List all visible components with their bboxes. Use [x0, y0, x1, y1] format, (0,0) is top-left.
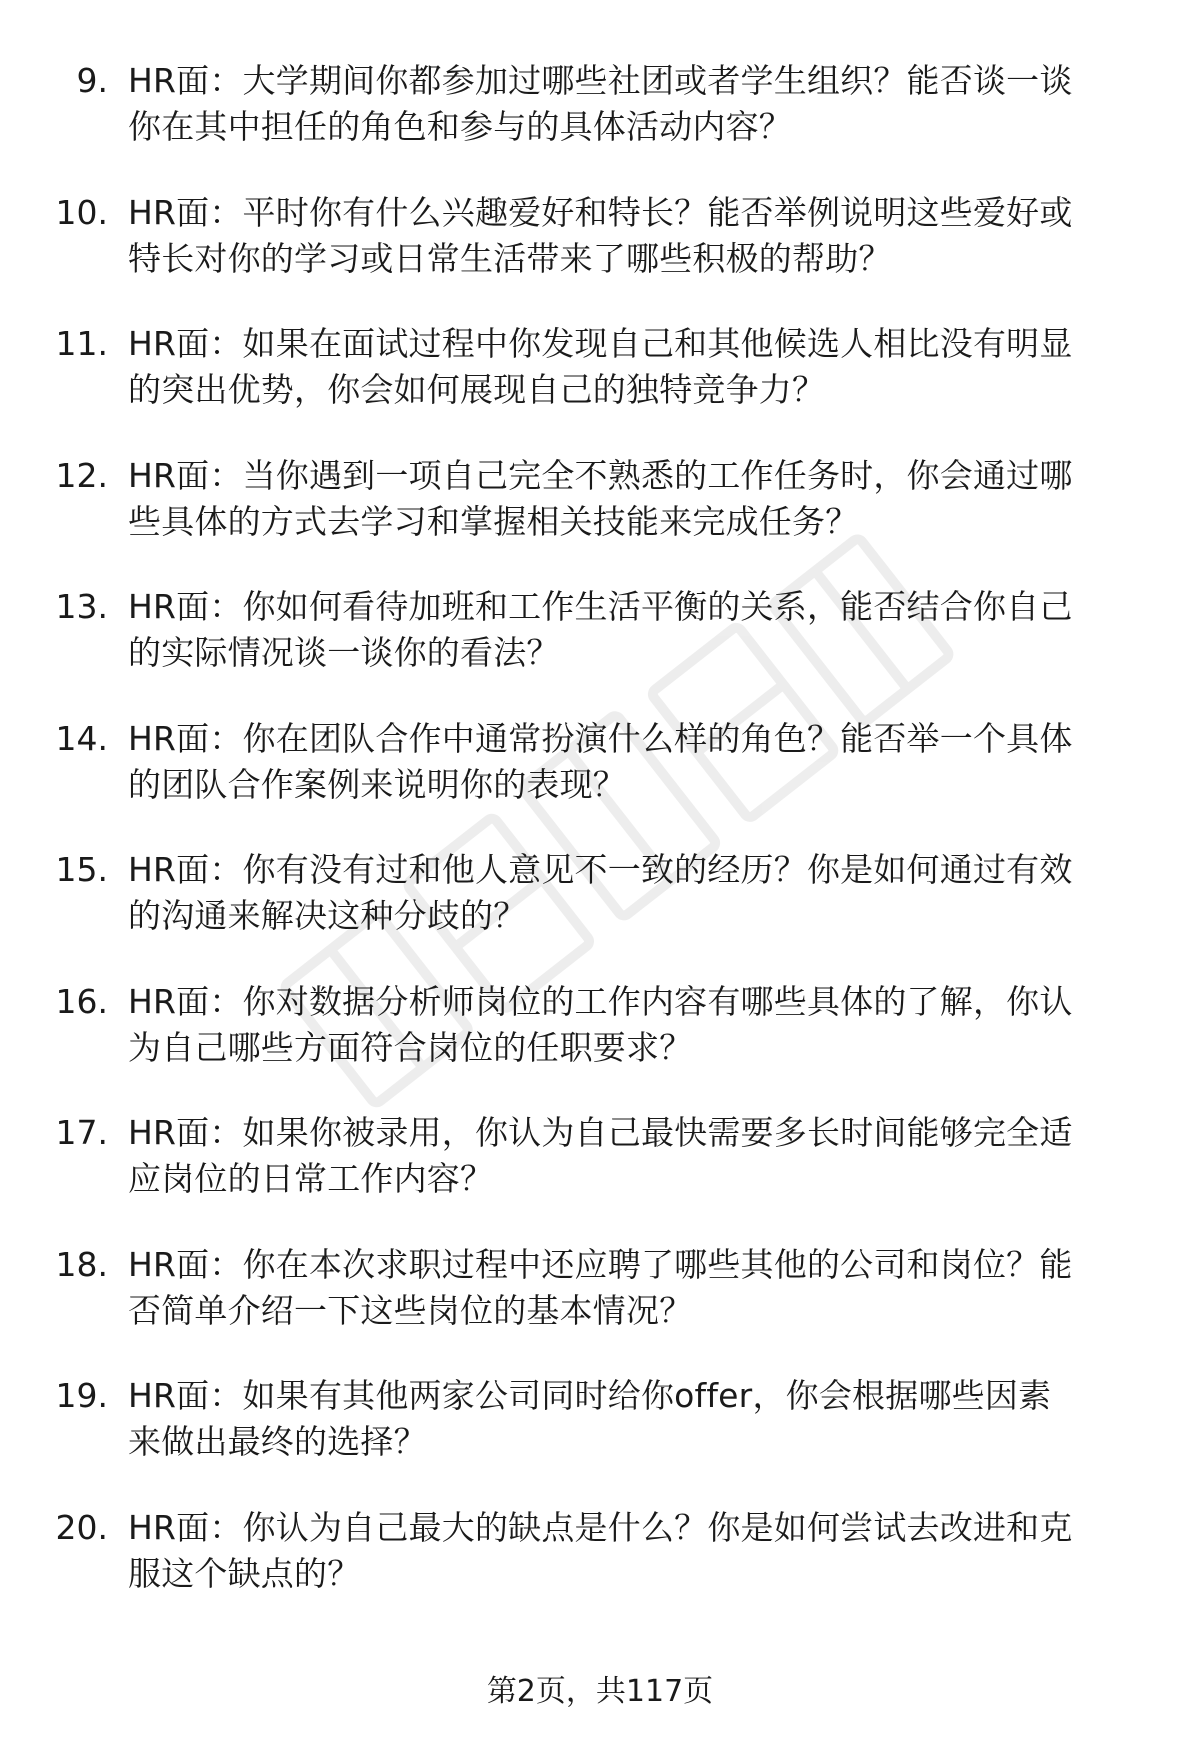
- question-text: HR面：如果你被录用，你认为自己最快需要多长时间能够完全适 应岗位的日常工作内容？: [128, 1113, 1073, 1198]
- page-number-footer: 第2页，共117页: [486, 1674, 714, 1709]
- question-text: HR面：你在团队合作中通常扮演什么样的角色？能否举一个具体 的团队合作案例来说明你的表现？: [128, 718, 1073, 804]
- question-text: HR面：你在本次求职过程中还应聘了哪些其他的公司和岗位？能 否简单介绍一下这些岗位的基本情况？: [128, 1244, 1073, 1330]
- question-text: HR面：你认为自己最大的缺点是什么？你是如何尝试去改进和克 服这个缺点的？: [128, 1507, 1073, 1593]
- question-number: 10.: [55, 192, 108, 232]
- question-item-15: [0, 847, 1200, 979]
- question-number: 16.: [55, 981, 108, 1021]
- question-number: 13.: [55, 587, 108, 626]
- question-item-20: [0, 1505, 1200, 1637]
- question-item-10: [0, 190, 1200, 322]
- question-item-19: [0, 1373, 1200, 1505]
- question-number: 9.: [76, 61, 108, 100]
- question-text: HR面：你对数据分析师岗位的工作内容有哪些具体的了解，你认 为自己哪些方面符合岗位的任职要求？: [128, 981, 1073, 1067]
- question-item-9: [0, 58, 1200, 190]
- question-number: 19.: [55, 1376, 108, 1415]
- question-item-12: [0, 453, 1200, 585]
- question-list: [0, 58, 1200, 1636]
- question-number: 18.: [55, 1244, 108, 1284]
- question-item-16: [0, 979, 1200, 1111]
- question-number: 17.: [55, 1113, 108, 1152]
- question-text: HR面：你有没有过和他人意见不一致的经历？你是如何通过有效 的沟通来解决这种分歧的？: [128, 850, 1073, 935]
- question-number: 14.: [55, 718, 108, 758]
- question-text: HR面：大学期间你都参加过哪些社团或者学生组织？能否谈一谈 你在其中担任的角色和参与的具体活动内容？: [128, 61, 1073, 146]
- question-number: 15.: [55, 850, 108, 889]
- question-text: HR面：如果有其他两家公司同时给你offer，你会根据哪些因素 来做出最终的选择？: [128, 1376, 1052, 1461]
- question-text: HR面：如果在面试过程中你发现自己和其他候选人相比没有明显 的突出优势，你会如何展现自己的独特竞争力？: [128, 324, 1073, 409]
- question-item-11: [0, 321, 1200, 453]
- question-text: HR面：平时你有什么兴趣爱好和特长？能否举例说明这些爱好或 特长对你的学习或日常生活带来了哪些积极的帮助？: [128, 192, 1073, 278]
- question-item-17: [0, 1110, 1200, 1242]
- question-text: HR面：你如何看待加班和工作生活平衡的关系，能否结合你自己 的实际情况谈一谈你的看法？: [128, 587, 1073, 672]
- question-item-13: [0, 584, 1200, 716]
- question-number: 11.: [55, 324, 108, 363]
- question-text: HR面：当你遇到一项自己完全不熟悉的工作任务时，你会通过哪 些具体的方式去学习和掌握相关技能来完成任务？: [128, 455, 1073, 541]
- question-number: 20.: [55, 1507, 108, 1547]
- question-item-18: [0, 1242, 1200, 1374]
- question-number: 12.: [55, 455, 108, 495]
- question-item-14: [0, 716, 1200, 848]
